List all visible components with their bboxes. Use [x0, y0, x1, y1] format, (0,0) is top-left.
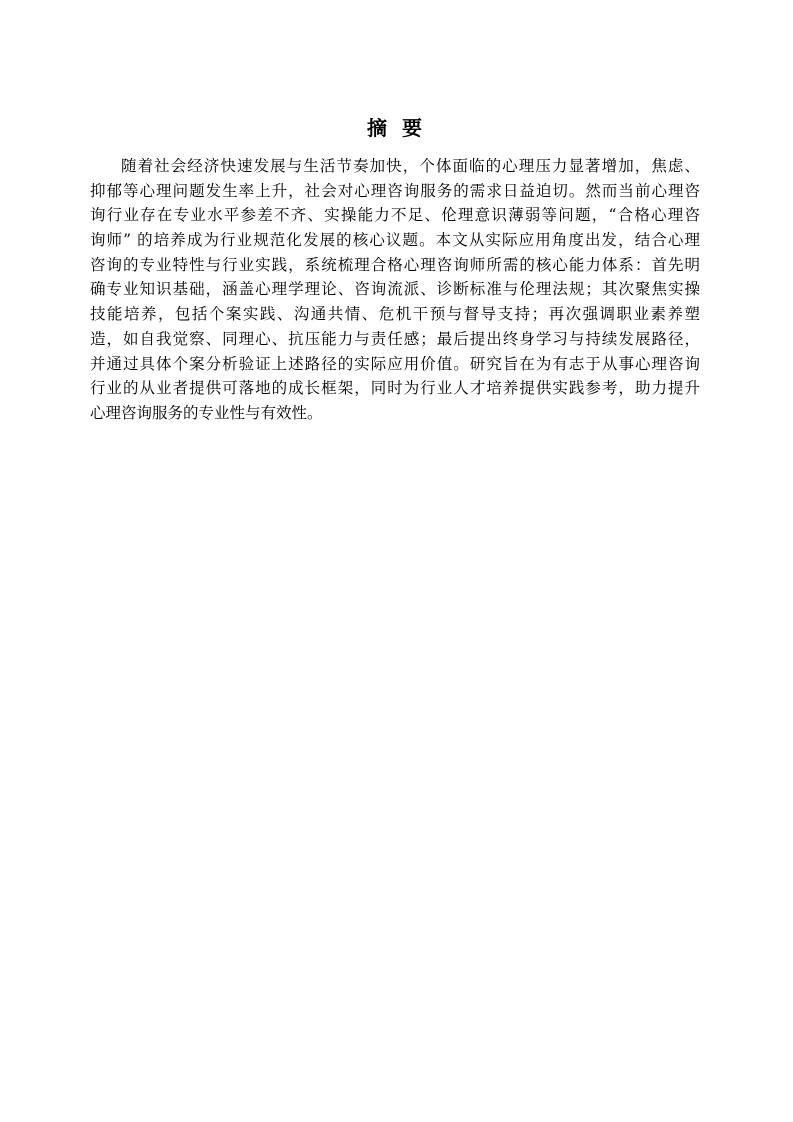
abstract-line: 心理咨询服务的专业性与有效性。: [90, 403, 323, 422]
abstract-line: 询行业存在专业水平参差不齐、实操能力不足、伦理意识薄弱等问题，“合格心理咨: [90, 206, 700, 225]
abstract-line: 造，如自我觉察、同理心、抗压能力与责任感；最后提出终身学习与持续发展路径，: [90, 329, 700, 348]
abstract-line: 随着社会经济快速发展与生活节奏加快，个体面临的心理压力显著增加，焦虑、: [121, 157, 700, 175]
abstract-line: 并通过具体个案分析验证上述路径的实际应用价值。研究旨在为有志于从事心理咨询: [90, 354, 700, 373]
abstract-line: 咨询的专业特性与行业实践，系统梳理合格心理咨询师所需的核心能力体系：首先明: [90, 255, 700, 274]
abstract-line: 抑郁等心理问题发生率上升，社会对心理咨询服务的需求日益迫切。然而当前心理咨: [90, 181, 700, 200]
abstract-line: 询师” 的培养成为行业规范化发展的核心议题。本文从实际应用角度出发，结合心理: [90, 231, 700, 250]
abstract-line: 技能培养，包括个案实践、沟通共情、危机干预与督导支持；再次强调职业素养塑: [90, 305, 700, 324]
abstract-line: 行业的从业者提供可落地的成长框架，同时为行业人才培养提供实践参考，助力提升: [90, 379, 700, 398]
abstract-title: 摘 要: [367, 116, 426, 140]
abstract-line: 确专业知识基础，涵盖心理学理论、咨询流派、诊断标准与伦理法规；其次聚焦实操: [90, 280, 700, 299]
abstract-body: [90, 154, 700, 426]
